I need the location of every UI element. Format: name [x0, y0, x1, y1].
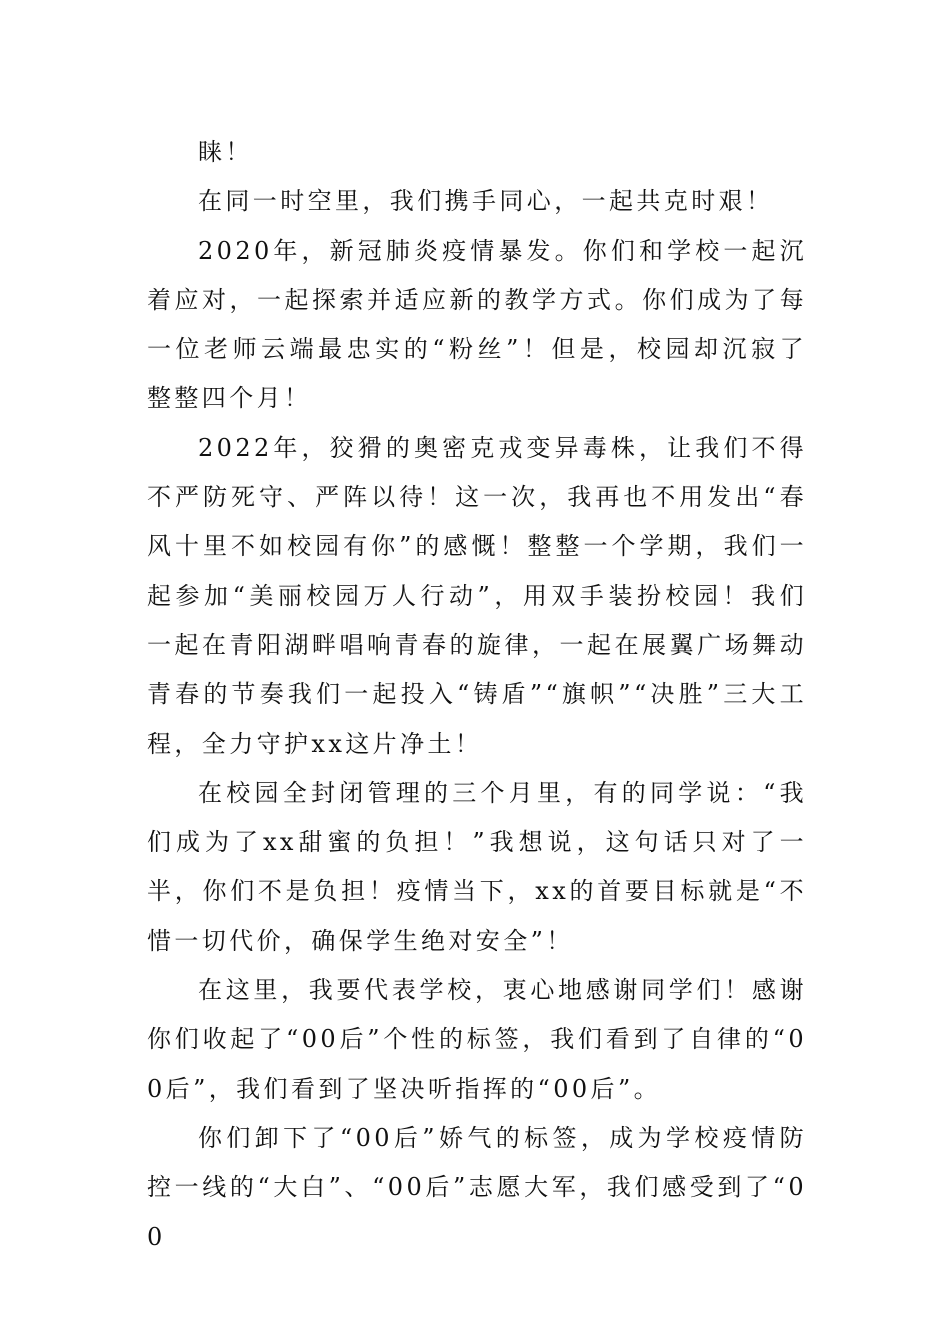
paragraph: 在这里，我要代表学校，衷心地感谢同学们！感谢你们收起了“00后”个性的标签，我们看到了自律的“00后”，我们看到了坚决听指挥的“00后”。	[147, 976, 807, 1103]
paragraph: 2020年，新冠肺炎疫情暴发。你们和学校一起沉着应对，一起探索并适应新的教学方式。你们成为了每一位老师云端最忠实的“粉丝”！但是，校园却沉寂了整整四个月！	[147, 236, 807, 413]
document-body	[147, 128, 807, 1262]
paragraph: 在同一时空里，我们携手同心，一起共克时艰！	[198, 187, 774, 216]
paragraph: 2022年，狡猾的奥密克戎变异毒株，让我们不得不严防死守、严阵以待！这一次，我再也不用发出“春风十里不如校园有你”的感慨！整整一个学期，我们一起参加“美丽校园万人行动”，用双手装扮校园！我们一起在青阳湖畔唱响青春的旋律，一起在展翼广场舞动青春的节奏我们一起投入“铸盾”“旗帜”“决胜”三大工程，全力守护xx这片净土！	[147, 433, 807, 758]
paragraph: 你们卸下了“00后”娇气的标签，成为学校疫情防控一线的“大白”、“00后”志愿大军，我们感受到了“00	[147, 1123, 807, 1251]
paragraph: 在校园全封闭管理的三个月里，有的同学说：“我们成为了xx甜蜜的负担！”我想说，这句话只对了一半，你们不是负担！疫情当下，xx的首要目标就是“不惜一切代价，确保学生绝对安全”！	[147, 778, 807, 955]
paragraph-continuation: 睐！	[198, 138, 253, 166]
